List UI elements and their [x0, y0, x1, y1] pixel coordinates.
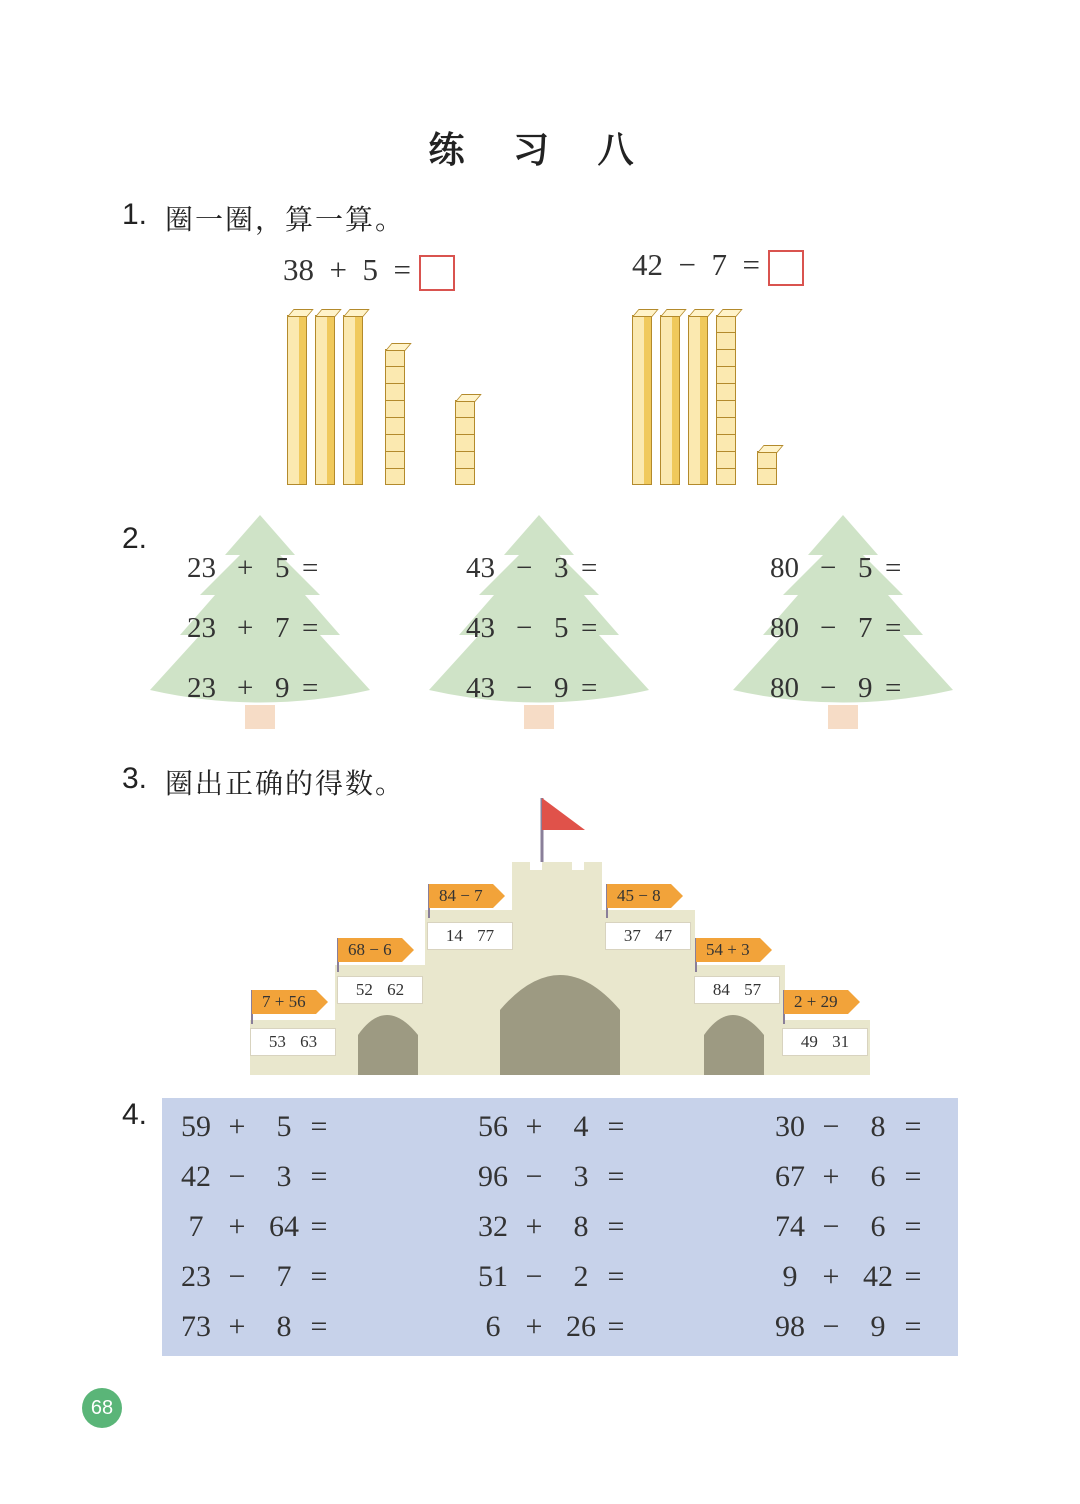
equals-sign: =: [904, 1210, 922, 1243]
operator: −: [525, 1160, 543, 1193]
operand: 38: [283, 252, 314, 287]
operand: 5: [276, 1110, 292, 1143]
operand: 43: [466, 552, 495, 584]
operand: 23: [181, 1260, 211, 1293]
equals-sign: =: [310, 1310, 328, 1343]
operand: 23: [187, 672, 216, 704]
ten-rod-icon: [287, 315, 307, 485]
operand: 74: [775, 1210, 805, 1243]
operator: +: [525, 1110, 543, 1143]
equals-sign: =: [607, 1210, 625, 1243]
answer-options[interactable]: 53 63: [250, 1028, 336, 1056]
page-number: 68: [82, 1388, 122, 1428]
operator: +: [228, 1210, 246, 1243]
operand: 9: [782, 1260, 798, 1293]
operand: 9: [870, 1310, 886, 1343]
operator: −: [516, 672, 533, 704]
operand: 80: [770, 552, 799, 584]
equals-sign: =: [581, 552, 598, 584]
operand: 8: [573, 1210, 589, 1243]
operator: −: [820, 672, 837, 704]
flag-expression: 68 − 6: [338, 938, 402, 962]
ten-rod-icon: [688, 315, 708, 485]
operand: 6: [870, 1160, 886, 1193]
operand: 8: [276, 1310, 292, 1343]
operand: 2: [573, 1260, 589, 1293]
flag-expression: 84 − 7: [429, 884, 493, 908]
equals-sign: =: [310, 1110, 328, 1143]
operator: −: [822, 1210, 840, 1243]
page-title: 练 习 八: [428, 130, 652, 171]
operand: 9: [275, 672, 290, 704]
operand: 43: [466, 672, 495, 704]
question-4-number: 4.: [122, 1098, 148, 1131]
operand: 67: [775, 1160, 805, 1193]
operator: −: [516, 612, 533, 644]
operand: 42: [181, 1160, 211, 1193]
operand: 8: [870, 1110, 886, 1143]
operand: 9: [858, 672, 873, 704]
equals-sign: =: [393, 252, 411, 287]
unit-cubes-icon: [455, 400, 475, 485]
equals-sign: =: [904, 1110, 922, 1143]
question-1-prompt: 圈一圈，算一算。: [165, 203, 406, 236]
question-1-number: 1.: [122, 198, 148, 231]
equals-sign: =: [310, 1260, 328, 1293]
question-2-number: 2.: [122, 522, 148, 555]
operator: −: [516, 552, 533, 584]
operand: 73: [181, 1310, 211, 1343]
operator: −: [822, 1310, 840, 1343]
operator: +: [329, 252, 347, 287]
equals-sign: =: [581, 672, 598, 704]
question-3-prompt: 圈出正确的得数。: [165, 767, 406, 800]
flag-expression: 45 − 8: [607, 884, 671, 908]
operator: +: [237, 552, 254, 584]
operand: 42: [863, 1260, 893, 1293]
operand: 7: [711, 247, 727, 282]
equals-sign: =: [885, 672, 902, 704]
tree-icon: [733, 515, 953, 729]
unit-cubes-icon: [385, 349, 405, 485]
unit-cubes-icon: [716, 315, 736, 485]
operand: 7: [276, 1260, 292, 1293]
operator: +: [228, 1110, 246, 1143]
operator: +: [822, 1260, 840, 1293]
operand: 5: [362, 252, 378, 287]
operand: 80: [770, 672, 799, 704]
equals-sign: =: [904, 1160, 922, 1193]
operand: 5: [858, 552, 873, 584]
operator: −: [820, 612, 837, 644]
flag-expression: 2 + 29: [784, 990, 848, 1014]
equals-sign: =: [302, 552, 319, 584]
operand: 5: [275, 552, 290, 584]
operator: −: [678, 247, 696, 282]
operand: 9: [554, 672, 569, 704]
operand: 23: [187, 612, 216, 644]
operand: 43: [466, 612, 495, 644]
answer-options[interactable]: 84 57: [694, 976, 780, 1004]
tree-icon: [429, 515, 649, 729]
equals-sign: =: [302, 612, 319, 644]
q1-left-equation: [283, 252, 455, 291]
equals-sign: =: [904, 1310, 922, 1343]
equals-sign: =: [310, 1210, 328, 1243]
operand: 26: [566, 1310, 596, 1343]
operand: 80: [770, 612, 799, 644]
operand: 6: [870, 1210, 886, 1243]
trees-illustration: [0, 500, 1080, 740]
flag-expression: 7 + 56: [252, 990, 316, 1014]
equals-sign: =: [885, 552, 902, 584]
equals-sign: =: [607, 1160, 625, 1193]
answer-box[interactable]: [419, 255, 455, 291]
operand: 3: [573, 1160, 589, 1193]
operand: 51: [478, 1260, 508, 1293]
operand: 42: [632, 247, 663, 282]
operand: 30: [775, 1110, 805, 1143]
operand: 56: [478, 1110, 508, 1143]
operand: 7: [858, 612, 873, 644]
equals-sign: =: [607, 1110, 625, 1143]
answer-options[interactable]: 37 47: [605, 922, 691, 950]
operator: −: [525, 1260, 543, 1293]
operator: −: [228, 1260, 246, 1293]
operator: +: [525, 1310, 543, 1343]
operand: 59: [181, 1110, 211, 1143]
operator: +: [237, 612, 254, 644]
operand: 23: [187, 552, 216, 584]
operand: 4: [573, 1110, 589, 1143]
answer-options[interactable]: 52 62: [337, 976, 423, 1004]
equals-sign: =: [302, 672, 319, 704]
ten-rod-icon: [343, 315, 363, 485]
operand: 6: [485, 1310, 501, 1343]
operand: 7: [188, 1210, 204, 1243]
operand: 32: [478, 1210, 508, 1243]
q1-right-equation: [632, 247, 804, 286]
ten-rod-icon: [632, 315, 652, 485]
equals-sign: =: [904, 1260, 922, 1293]
operator: −: [228, 1160, 246, 1193]
equals-sign: =: [607, 1310, 625, 1343]
operator: −: [822, 1110, 840, 1143]
operand: 5: [554, 612, 569, 644]
operator: +: [822, 1160, 840, 1193]
unit-cubes-icon: [757, 451, 777, 485]
operator: −: [820, 552, 837, 584]
answer-options[interactable]: 14 77: [427, 922, 513, 950]
question-3-number: 3.: [122, 762, 148, 795]
equals-sign: =: [607, 1260, 625, 1293]
equals-sign: =: [742, 247, 760, 282]
operand: 3: [276, 1160, 292, 1193]
operand: 98: [775, 1310, 805, 1343]
flag-expression: 54 + 3: [696, 938, 760, 962]
operand: 64: [269, 1210, 299, 1243]
equals-sign: =: [885, 612, 902, 644]
operator: +: [237, 672, 254, 704]
flag-icon: [542, 798, 585, 830]
answer-options[interactable]: 49 31: [782, 1028, 868, 1056]
answer-box[interactable]: [768, 250, 804, 286]
operator: +: [525, 1210, 543, 1243]
ten-rod-icon: [315, 315, 335, 485]
ten-rod-icon: [660, 315, 680, 485]
equals-sign: =: [581, 612, 598, 644]
operand: 7: [275, 612, 290, 644]
tree-icon: [150, 515, 370, 729]
operand: 96: [478, 1160, 508, 1193]
equals-sign: =: [310, 1160, 328, 1193]
operator: +: [228, 1310, 246, 1343]
operand: 3: [554, 552, 569, 584]
